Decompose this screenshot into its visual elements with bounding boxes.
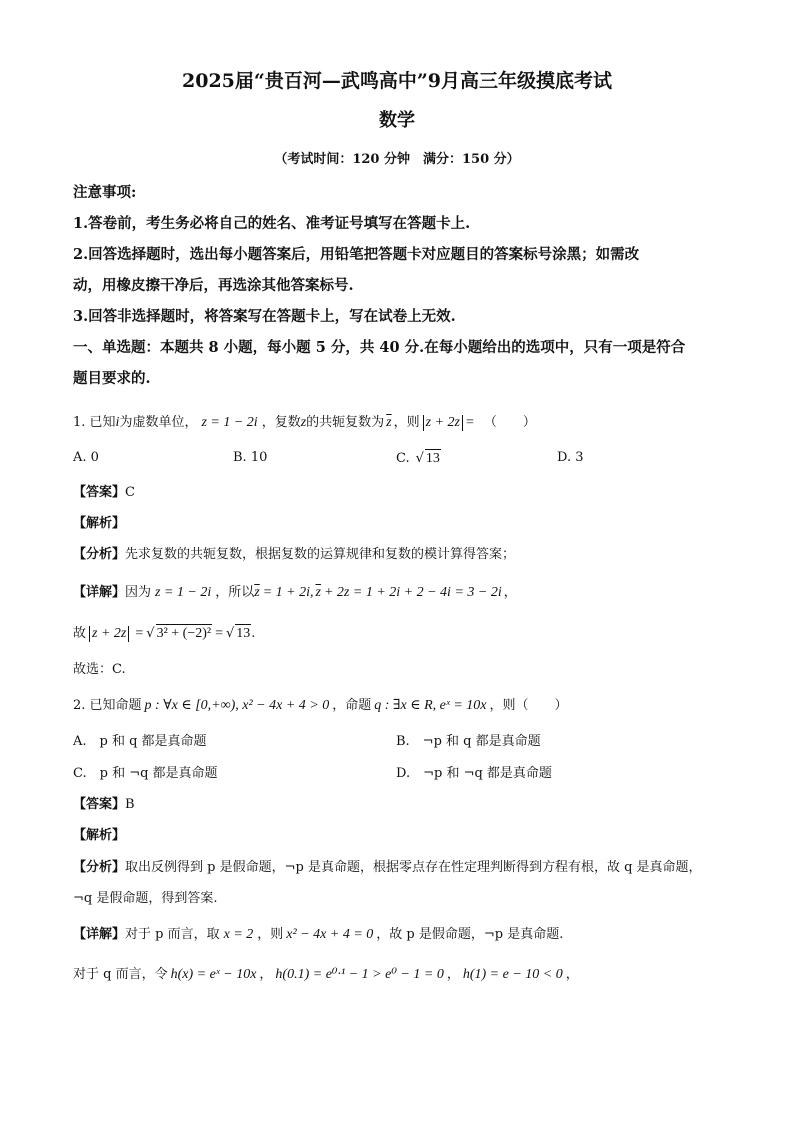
option-d: D. 3 — [557, 450, 584, 465]
option-a: A. p 和 q 都是真命题 — [73, 734, 207, 749]
answer-line: 【答案】C — [73, 485, 135, 500]
notice-heading: 注意事项: — [73, 184, 137, 201]
conjugate-z: $\overline{z}$ — [386, 415, 392, 430]
option-b: B. 10 — [233, 450, 268, 465]
fenxi-line: 【分析】取出反例得到 p 是假命题，¬p 是真命题，根据零点存在性定理判断得到方程有根，故 q 是真命题， — [73, 860, 702, 875]
fenxi-line-cont: ¬q 是假命题，得到答案. — [73, 891, 218, 906]
section-heading-cont: 题目要求的. — [73, 370, 151, 387]
select-line: 故选：C. — [73, 662, 126, 677]
option-c: C. p 和 ¬q 都是真命题 — [73, 766, 218, 781]
math-inline: z = 1 − 2i — [201, 415, 258, 430]
analysis-tag: 【解析】 — [73, 516, 126, 531]
page-title: 2025届“贵百河—武鸣高中”9月高三年级摸底考试 — [182, 70, 612, 92]
sqrt-icon: √ — [415, 451, 424, 466]
exam-meta: （考试时间：120 分钟 满分：150 分） — [274, 152, 520, 167]
subject-title: 数学 — [379, 110, 415, 131]
notice-item: 2.回答选择题时，选出每小题答案后，用铅笔把答题卡对应题目的答案标号涂黑；如需改 — [73, 246, 640, 263]
question-2-stem: 2. 已知命题 p : ∀x ∈ [0,+∞), x² − 4x + 4 > 0 ，命题 q : ∃x ∈ R, eˣ = 10x ，则（ ） — [73, 698, 568, 713]
question-1-stem: 1. 已知i为虚数单位， z = 1 − 2i ，复数z的共轭复数为 $\overline{z}$ ，则 z + 2z = （ ） — [73, 415, 536, 430]
option-b: B. ¬p 和 q 都是真命题 — [396, 734, 541, 749]
analysis-tag: 【解析】 — [73, 828, 126, 843]
math-abs: z + 2z — [423, 415, 463, 431]
fenxi-line: 【分析】先求复数的共轭复数，根据复数的运算规律和复数的模计算得答案； — [73, 547, 516, 562]
option-d: D. ¬p 和 ¬q 都是真命题 — [396, 766, 552, 781]
detail-line: 【详解】因为 z = 1 − 2i ，所以$\overline{z} = 1 + 2i$, $\overline{z} + 2z = 1 + 2i + 2 - 4i = 3 - 2i$ ， — [73, 585, 517, 600]
sqrt-icon: √ — [225, 626, 235, 641]
answer-line: 【答案】B — [73, 797, 135, 812]
sqrt-icon: √ — [146, 626, 155, 641]
option-c: C. √ 13 — [396, 451, 440, 466]
notice-item: 动，用橡皮擦干净后，再选涂其他答案标号. — [73, 277, 354, 294]
detail-line: 【详解】对于 p 而言，取 x = 2 ，则 x² − 4x + 4 = 0 ，故 p 是假命题，¬p 是真命题. — [73, 927, 564, 942]
conclusion-line: 故 z + 2z = √ 3² + (−2)² = √ 13. — [73, 626, 256, 641]
option-a: A. 0 — [73, 450, 99, 465]
section-heading: 一、单选题：本题共 8 小题，每小题 5 分，共 40 分.在每小题给出的选项中，只有一项是符合 — [73, 339, 686, 356]
notice-item: 3.回答非选择题时，将答案写在答题卡上，写在试卷上无效. — [73, 308, 456, 325]
detail-line-cont: 对于 q 而言，令 h(x) = eˣ − 10x ， h(0.1) = e⁰·¹ − 1 > e⁰ − 1 = 0 ， h(1) = e − 10 < 0 ， — [73, 967, 579, 982]
notice-item: 1.答卷前，考生务必将自己的姓名、准考证号填写在答题卡上. — [73, 215, 471, 232]
